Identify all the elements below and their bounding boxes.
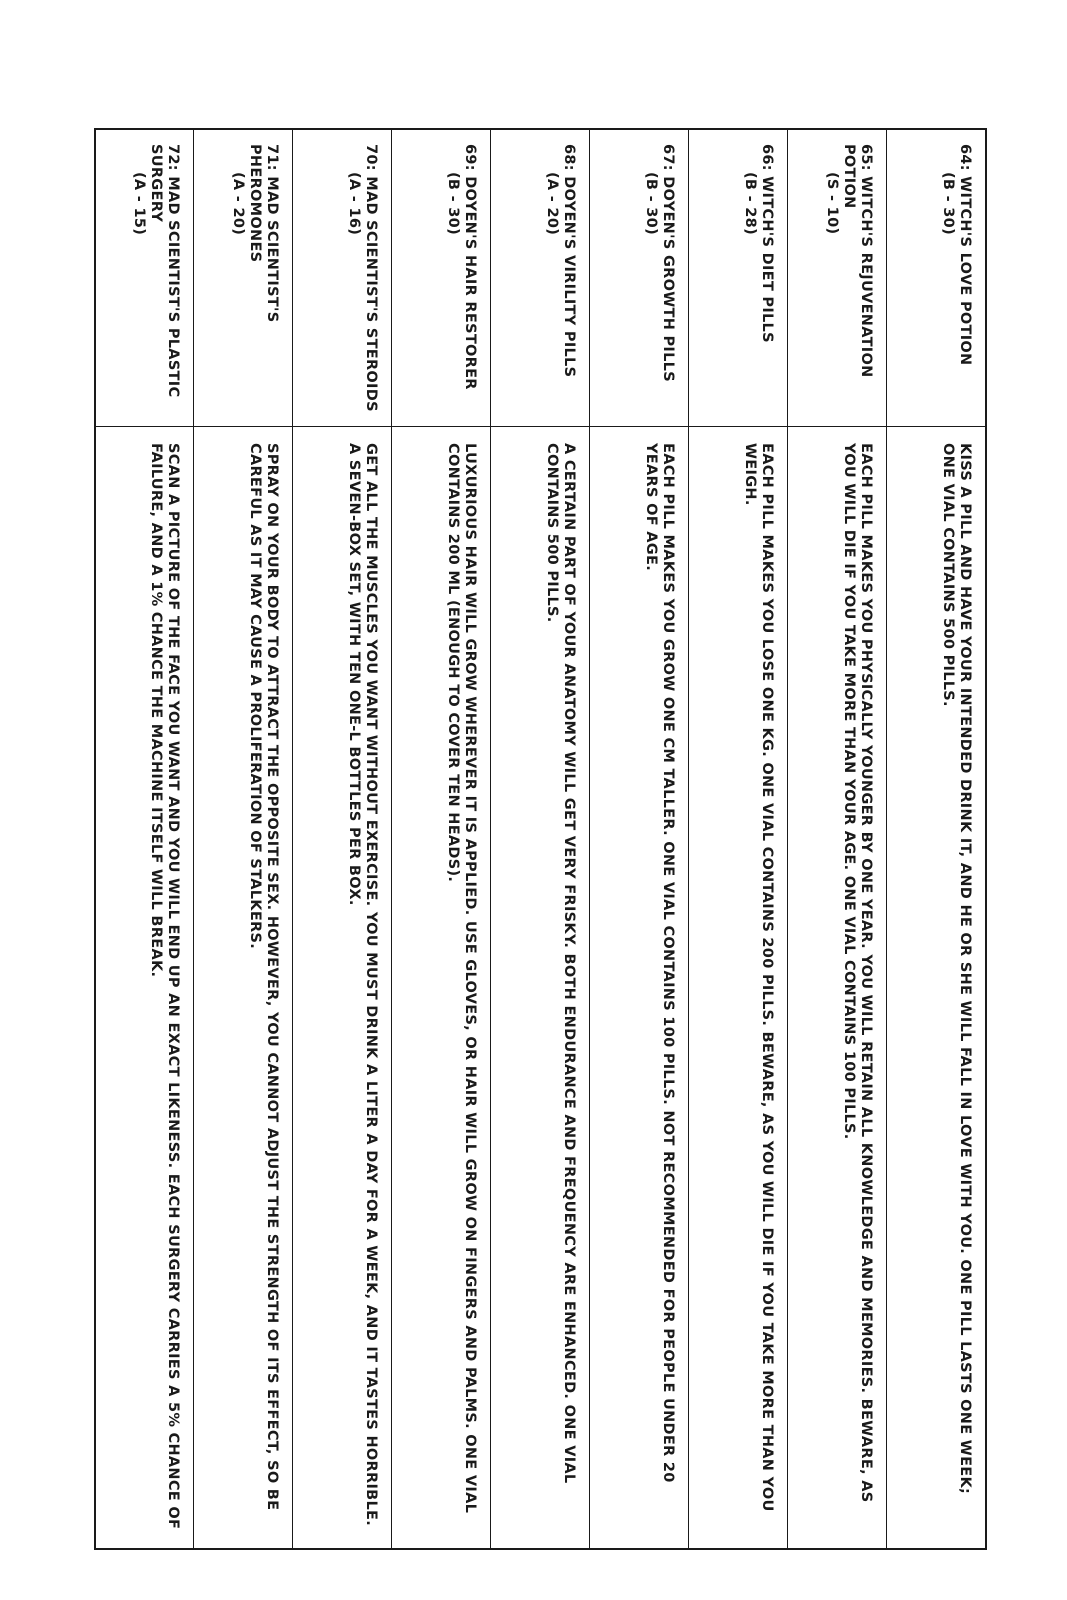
item-name-cell xyxy=(392,130,490,427)
item-description: GET ALL THE MUSCLES YOU WANT WITHOUT EXERCISE. YOU MUST DRINK A LITER A DAY FOR A WEEK, AND IT TASTES HORRIBLE. A SEVEN-BOX SET, WITH TEN ONE-L BOTTLES PER BOX. xyxy=(346,443,379,1527)
table-row xyxy=(292,130,391,1548)
item-name-cell xyxy=(96,130,193,427)
item-description: EACH PILL MAKES YOU PHYSICALLY YOUNGER BY ONE YEAR. YOU WILL RETAIN ALL KNOWLEDGE AND MEMORIES. BEWARE, AS YOU WILL DIE IF YOU TAKE MORE THAN YOUR AGE. ONE VIAL CONTAINS 100 PILLS. xyxy=(841,443,874,1503)
item-name-cell xyxy=(293,130,391,427)
item-description: LUXURIOUS HAIR WILL GROW WHEREVER IT IS APPLIED. USE GLOVES, OR HAIR WILL GROW ON FINGERS AND PALMS. ONE VIAL CONTAINS 200 ML (ENOUGH TO COVER TEN HEADS). xyxy=(445,443,478,1514)
item-catalog-table xyxy=(94,128,987,1550)
item-rank-code: (A - 15) xyxy=(131,172,147,236)
item-title: 70: MAD SCIENTIST'S STEROIDS xyxy=(363,144,379,412)
table-row xyxy=(886,130,985,1548)
item-title: 72: MAD SCIENTIST'S PLASTIC SURGERY xyxy=(148,144,181,398)
table-row xyxy=(688,130,787,1548)
item-rank-code: (A - 16) xyxy=(346,172,362,236)
item-description: SCAN A PICTURE OF THE FACE YOU WANT AND YOU WILL END UP AN EXACT LIKENESS. EACH SURGERY CARRIES A 5% CHANCE OF FAILURE, AND A 1% CHANCE THE MACHINE ITSELF WILL BREAK. xyxy=(148,443,181,1530)
item-title: 64: WITCH'S LOVE POTION xyxy=(957,144,973,366)
item-description: SPRAY ON YOUR BODY TO ATTRACT THE OPPOSITE SEX. HOWEVER, YOU CANNOT ADJUST THE STRENGTH OF ITS EFFECT, SO BE CAREFUL AS IT MAY CAUSE A PROLIFERATION OF STALKERS. xyxy=(247,443,280,1511)
item-rank-code: (B - 30) xyxy=(940,172,956,235)
item-name-cell xyxy=(689,130,787,427)
item-description: KISS A PILL AND HAVE YOUR INTENDED DRINK IT, AND HE OR SHE WILL FALL IN LOVE WITH YOU. ONE PILL LASTS ONE WEEK; ONE VIAL CONTAINS 500 PILLS. xyxy=(940,443,973,1495)
table-row xyxy=(193,130,292,1548)
item-name-cell xyxy=(887,130,985,427)
item-rank-code: (B - 30) xyxy=(445,172,461,235)
item-rank-code: (A - 20) xyxy=(544,172,560,236)
item-rank-code: (A - 20) xyxy=(230,172,246,236)
item-name-cell xyxy=(194,130,292,427)
table-row xyxy=(490,130,589,1548)
item-rank-code: (S - 10) xyxy=(824,172,840,235)
item-title: 65: WITCH'S REJUVENATION POTION xyxy=(841,144,874,378)
item-title: 66: WITCH'S DIET PILLS xyxy=(759,144,775,343)
item-title: 69: DOYEN'S HAIR RESTORER xyxy=(462,144,478,390)
table-row xyxy=(391,130,490,1548)
item-description: EACH PILL MAKES YOU LOSE ONE KG. ONE VIAL CONTAINS 200 PILLS. BEWARE, AS YOU WILL DIE IF YOU TAKE MORE THAN YOU WEIGH. xyxy=(742,443,775,1512)
table-row xyxy=(787,130,886,1548)
item-rank-code: (B - 30) xyxy=(643,172,659,235)
item-description: A CERTAIN PART OF YOUR ANATOMY WILL GET VERY FRISKY. BOTH ENDURANCE AND FREQUENCY ARE ENHANCED. ONE VIAL CONTAINS 500 PILLS. xyxy=(544,443,577,1484)
item-name-cell xyxy=(788,130,886,427)
item-description: EACH PILL MAKES YOU GROW ONE CM TALLER. ONE VIAL CONTAINS 100 PILLS. NOT RECOMMENDED FOR PEOPLE UNDER 20 YEARS OF AGE. xyxy=(643,443,676,1483)
item-name-cell xyxy=(590,130,688,427)
item-name-cell xyxy=(491,130,589,427)
table-row xyxy=(96,130,193,1548)
item-title: 67: DOYEN'S GROWTH PILLS xyxy=(660,144,676,382)
item-title: 68: DOYEN'S VIRILITY PILLS xyxy=(561,144,577,378)
item-title: 71: MAD SCIENTIST'S PHEROMONES xyxy=(247,144,280,323)
table-row xyxy=(589,130,688,1548)
item-rank-code: (B - 28) xyxy=(742,172,758,235)
